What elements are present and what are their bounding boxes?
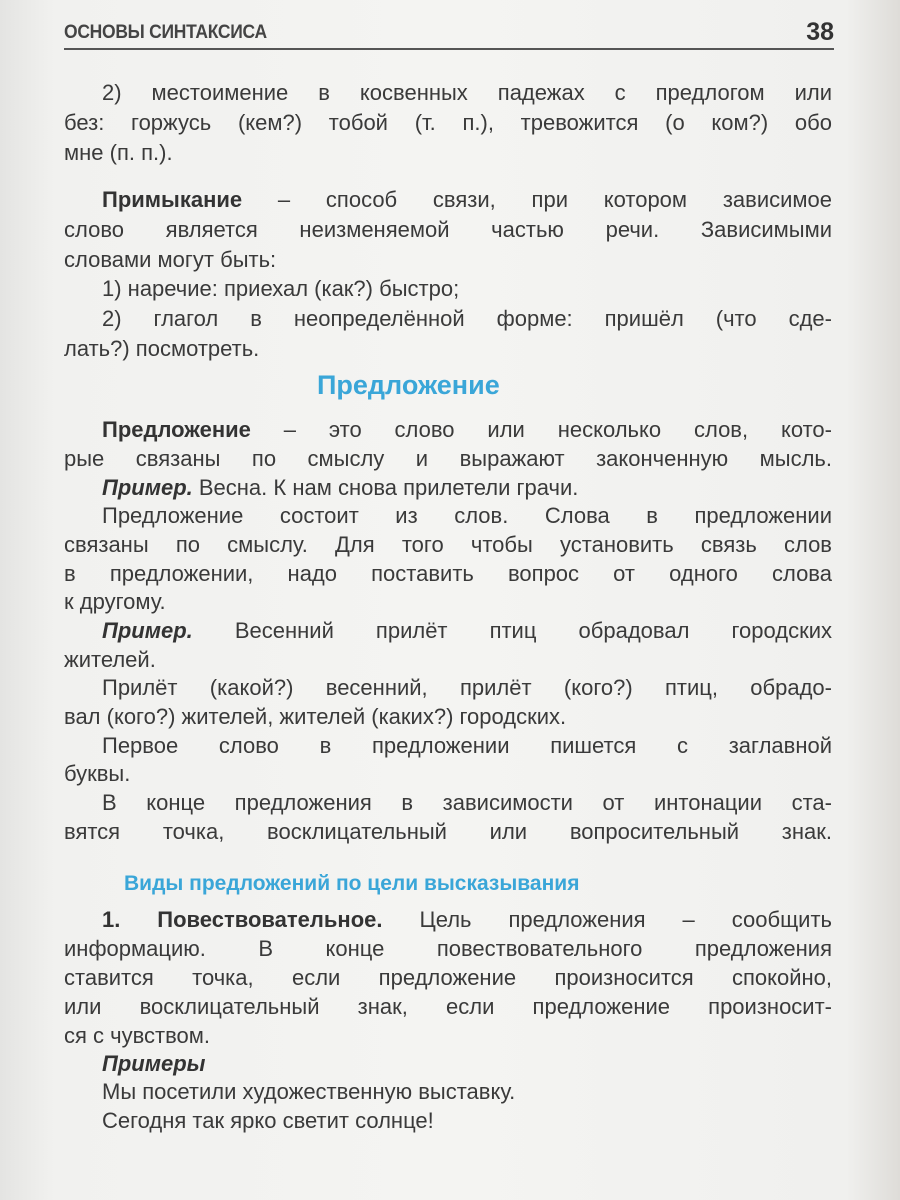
line-text: без: горжусь (кем?) тобой (т. п.), тревожится (о ком?) обо — [64, 110, 832, 135]
text-line — [102, 1079, 832, 1105]
text-line — [64, 819, 832, 845]
running-header — [64, 18, 834, 50]
line-text: В конце предложения в зависимости от интонации ста- — [102, 790, 832, 815]
line-text: рые связаны по смыслу и выражают законченную мысль. — [64, 446, 832, 471]
line-text: жителей. — [64, 647, 156, 672]
example-label: Пример. — [102, 618, 193, 643]
text-line — [102, 675, 832, 701]
line-text: связаны по смыслу. Для того чтобы установить связь слов — [64, 532, 832, 557]
line-text: словами могут быть: — [64, 247, 277, 272]
heading-sentence: Предложение — [317, 370, 500, 400]
line-text: в предложении, надо поставить вопрос от одного слова — [64, 561, 832, 586]
text-line — [64, 589, 832, 615]
example-label: Примеры — [102, 1051, 206, 1076]
text-line — [64, 1023, 832, 1049]
text-line — [102, 306, 832, 332]
page-number: 38 — [806, 18, 834, 46]
line-text: 2) глагол в неопределённой форме: пришёл (что сде- — [102, 306, 832, 331]
text-line — [64, 761, 832, 787]
text-line — [102, 417, 832, 443]
text-line — [102, 1051, 832, 1077]
line-text: лать?) посмотреть. — [64, 336, 260, 361]
line-text: Мы посетили художественную выставку. — [102, 1079, 516, 1104]
line-text: слово является неизменяемой частью речи. Зависимыми — [64, 217, 832, 242]
bold-term: 1. Повествовательное. — [102, 907, 383, 932]
text-line — [102, 80, 832, 106]
text-line — [102, 276, 832, 302]
bold-term: Примыкание — [102, 187, 243, 212]
line-text: информацию. В конце повествовательного предложения — [64, 936, 832, 961]
line-text: Цель предложения – сообщить — [382, 907, 832, 932]
line-text: Сегодня так ярко светит солнце! — [102, 1108, 434, 1133]
text-line — [102, 733, 832, 759]
bold-term: Предложение — [102, 417, 251, 442]
text-line — [102, 618, 832, 644]
text-line — [64, 561, 832, 587]
text-line — [64, 994, 832, 1020]
heading-sentence-types: Виды предложений по цели высказывания — [124, 872, 580, 895]
text-line — [64, 936, 832, 962]
line-text: – это слово или несколько слов, кото- — [250, 417, 832, 442]
line-text: Прилёт (какой?) весенний, прилёт (кого?) птиц, обрадо- — [102, 675, 832, 700]
text-line — [102, 475, 832, 501]
line-text: или восклицательный знак, если предложение произносит- — [64, 994, 832, 1019]
line-text: ся с чувством. — [64, 1023, 211, 1048]
text-line — [64, 704, 832, 730]
text-line — [64, 965, 832, 991]
line-text: 1) наречие: приехал (как?) быстро; — [102, 276, 460, 301]
line-text: 2) местоимение в косвенных падежах с предлогом или — [102, 80, 832, 105]
text-line — [102, 187, 832, 213]
text-line — [102, 1108, 832, 1134]
line-text: буквы. — [64, 761, 131, 786]
section-title: ОСНОВЫ СИНТАКСИСА — [64, 22, 267, 43]
line-text: Первое слово в предложении пишется с заглавной — [102, 733, 832, 758]
line-text: ставится точка, если предложение произносится спокойно, — [64, 965, 832, 990]
text-line — [64, 532, 832, 558]
line-text: мне (п. п.). — [64, 140, 173, 165]
line-text: вятся точка, восклицательный или вопросительный знак. — [64, 819, 832, 844]
text-line — [102, 907, 832, 933]
text-line — [64, 217, 832, 243]
line-text: Предложение состоит из слов. Слова в предложении — [102, 503, 832, 528]
text-line — [64, 647, 832, 673]
example-label: Пример. — [102, 475, 193, 500]
line-text: Весна. К нам снова прилетели грачи. — [192, 475, 579, 500]
text-line — [102, 503, 832, 529]
line-text: вал (кого?) жителей, жителей (каких?) городских. — [64, 704, 567, 729]
text-line — [64, 336, 832, 362]
text-line — [64, 110, 832, 136]
text-line — [102, 790, 832, 816]
text-line — [64, 140, 832, 166]
line-text: к другому. — [64, 589, 166, 614]
line-text: – способ связи, при котором зависимое — [242, 187, 832, 212]
line-text: Весенний прилёт птиц обрадовал городских — [192, 618, 832, 643]
text-line — [64, 247, 832, 273]
text-line — [64, 446, 832, 472]
